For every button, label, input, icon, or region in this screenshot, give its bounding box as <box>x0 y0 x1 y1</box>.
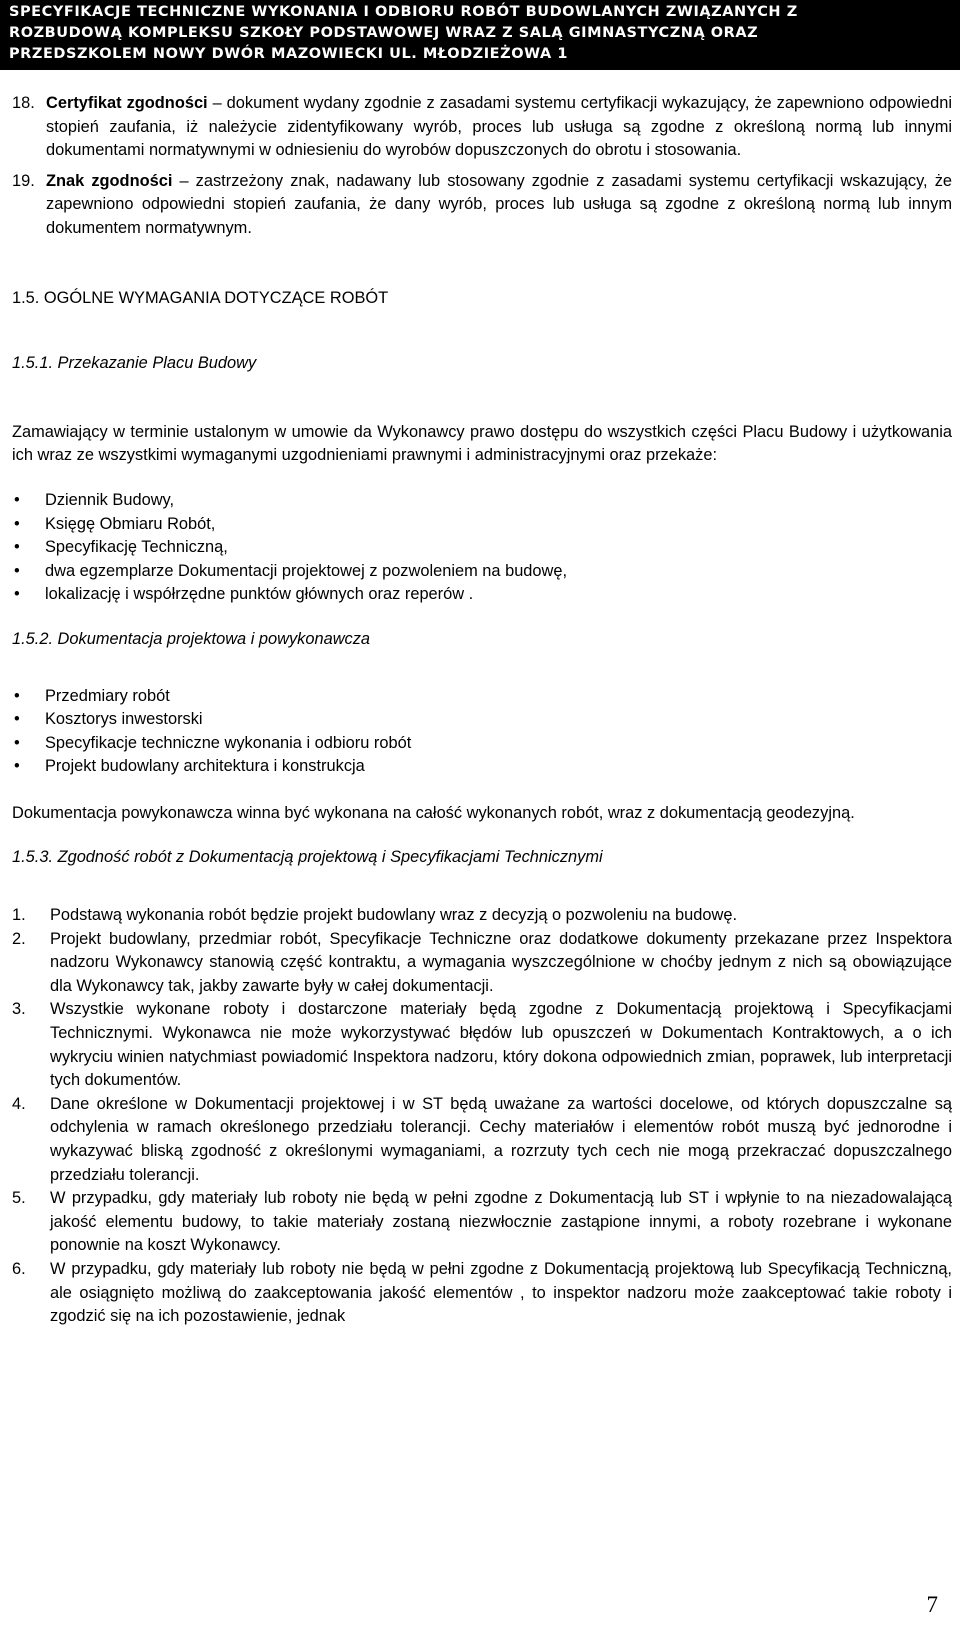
definition-18 <box>12 92 952 163</box>
bullet-icon: • <box>14 710 20 729</box>
bullet-icon: • <box>14 538 20 557</box>
bullet-icon: • <box>14 757 20 776</box>
item-number: 4. <box>12 1094 26 1113</box>
definition-19 <box>12 170 952 241</box>
item-number: 1. <box>12 906 26 925</box>
paragraph-przekazanie: Zamawiający w terminie ustalonym w umowie da Wykonawcy prawo dostępu do wszystkich części Placu Budowy i użytkowania ich wraz ze wszystkimi wymaganymi uzgodnieniami prawnymi i administracyjnymi oraz przekaże: <box>12 422 952 465</box>
item-number: 5. <box>12 1189 26 1208</box>
list-item: • Księgę Obmiaru Robót, <box>12 513 952 537</box>
list-item: 5. W przypadku, gdy materiały lub roboty nie będą w pełni zgodne z Dokumentacją lub ST i wpłynie to na niezadowalającą jakość elementu budowy, to takie materiały zostaną niezwłocznie zastąpione innymi, a roboty rozebrane i wykonane ponownie na koszt Wykonawcy. <box>12 1187 952 1258</box>
document-header <box>0 0 960 70</box>
list-item: 1. Podstawą wykonania robót będzie projekt budowlany wraz z decyzją o pozwoleniu na budowę. <box>12 904 952 928</box>
header-line-2: ROZBUDOWĄ KOMPLEKSU SZKOŁY PODSTAWOWEJ WRAZ Z SALĄ GIMNASTYCZNĄ ORAZ <box>9 25 759 41</box>
definition-term: Znak zgodności <box>46 171 173 190</box>
definition-text: – zastrzeżony znak, nadawany lub stosowany zgodnie z zasadami systemu certyfikacji wskazujący, że zapewniono odpowiedni stopień zaufania, że dany wyrób, proces lub usługa są zgodne z określoną normą lub innym dokumentem normatywnym. <box>46 171 952 237</box>
list-item: • lokalizację i współrzędne punktów głównych oraz reperów . <box>12 583 952 607</box>
subsection-heading-1-5-1: 1.5.1. Przekazanie Placu Budowy <box>12 354 257 373</box>
item-number: 6. <box>12 1259 26 1278</box>
paragraph-powykonawcza: Dokumentacja powykonawcza winna być wykonana na całość wykonanych robót, wraz z dokumentacją geodezyjną. <box>12 803 855 822</box>
header-line-1: SPECYFIKACJE TECHNICZNE WYKONANIA I ODBIORU ROBÓT BUDOWLANYCH ZWIĄZANYCH Z <box>9 4 798 20</box>
list-item: 4. Dane określone w Dokumentacji projektowej i w ST będą uważane za wartości docelowe, od których dopuszczalne są odchylenia w ramach określonego przedziału tolerancji. Cechy materiałów i elementów robót muszą być jednorodne i wykazywać bliską zgodność z określonymi wymaganiami, a rozrzuty tych cech nie mogą przekraczać dopuszczalnego przedziału tolerancji. <box>12 1093 952 1187</box>
bullet-icon: • <box>14 585 20 604</box>
bullet-icon: • <box>14 561 20 580</box>
bullet-icon: • <box>14 490 20 509</box>
item-number: 3. <box>12 1000 26 1019</box>
item-number: 2. <box>12 929 26 948</box>
definition-number: 19. <box>12 171 35 190</box>
list-item: • Przedmiary robót <box>12 685 952 709</box>
list-item: • Projekt budowlany architektura i konstrukcja <box>12 755 952 779</box>
bullet-list-przekazanie <box>12 489 952 607</box>
bullet-icon: • <box>14 733 20 752</box>
list-item: • Specyfikacje techniczne wykonania i odbioru robót <box>12 732 952 756</box>
list-item: 2. Projekt budowlany, przedmiar robót, Specyfikacje Techniczne oraz dodatkowe dokumenty przekazane przez Inspektora nadzoru Wykonawcy stanowią część kontraktu, a wymagania wyszczególnione w choćby jednym z nich są obowiązujące dla Wykonawcy tak, jakby zawarte były w całej dokumentacji. <box>12 928 952 999</box>
page-number: 7 <box>926 1592 938 1617</box>
subsection-heading-1-5-2: 1.5.2. Dokumentacja projektowa i powykonawcza <box>12 629 371 648</box>
list-item: • Kosztorys inwestorski <box>12 708 952 732</box>
list-item: • Dziennik Budowy, <box>12 489 952 513</box>
definition-text: – dokument wydany zgodnie z zasadami systemu certyfikacji wykazujący, że zapewniono odpowiedni stopień zaufania, iż należycie zidentyfikowany wyrób, proces lub usługa są zgodne z określoną normą lub innymi dokumentami normatywnymi w odniesieniu do wyrobów dopuszczonych do obrotu i stosowania. <box>46 94 953 160</box>
definition-body <box>46 170 952 241</box>
definition-term: Certyfikat zgodności <box>46 94 208 112</box>
section-heading: 1.5. OGÓLNE WYMAGANIA DOTYCZĄCE ROBÓT <box>12 288 389 307</box>
header-line-3: PRZEDSZKOLEM NOWY DWÓR MAZOWIECKI UL. MŁODZIEŻOWA 1 <box>9 46 568 62</box>
subsection-heading-1-5-3: 1.5.3. Zgodność robót z Dokumentacją projektową i Specyfikacjami Technicznymi <box>12 848 603 867</box>
page-content <box>12 92 952 1329</box>
bullet-list-dokumentacja <box>12 685 952 779</box>
list-item: • dwa egzemplarze Dokumentacji projektowej z pozwoleniem na budowę, <box>12 560 952 584</box>
bullet-icon: • <box>14 686 20 705</box>
bullet-icon: • <box>14 514 20 533</box>
list-item: • Specyfikację Techniczną, <box>12 536 952 560</box>
list-item: 6. W przypadku, gdy materiały lub roboty nie będą w pełni zgodne z Dokumentacją projektową lub Specyfikacją Techniczną, ale osiągnięto możliwą do zaakceptowania jakość elementów , to inspektor nadzoru może zaakceptować takie roboty i zgodzić się na ich pozostawienie, jednak <box>12 1258 952 1329</box>
list-item: 3. Wszystkie wykonane roboty i dostarczone materiały będą zgodne z Dokumentacją projektową i Specyfikacjami Technicznymi. Wykonawca nie może wykorzystywać błędów lub opuszczeń w Dokumentach Kontraktowych, a o ich wykryciu winien natychmiast powiadomić Inspektora nadzoru, który dokona odpowiednich zmian, poprawek, lub interpretacji tych dokumentów. <box>12 998 952 1092</box>
definition-body <box>46 92 952 163</box>
numbered-list-zgodnosc <box>12 904 952 1329</box>
definition-number: 18. <box>12 94 35 112</box>
